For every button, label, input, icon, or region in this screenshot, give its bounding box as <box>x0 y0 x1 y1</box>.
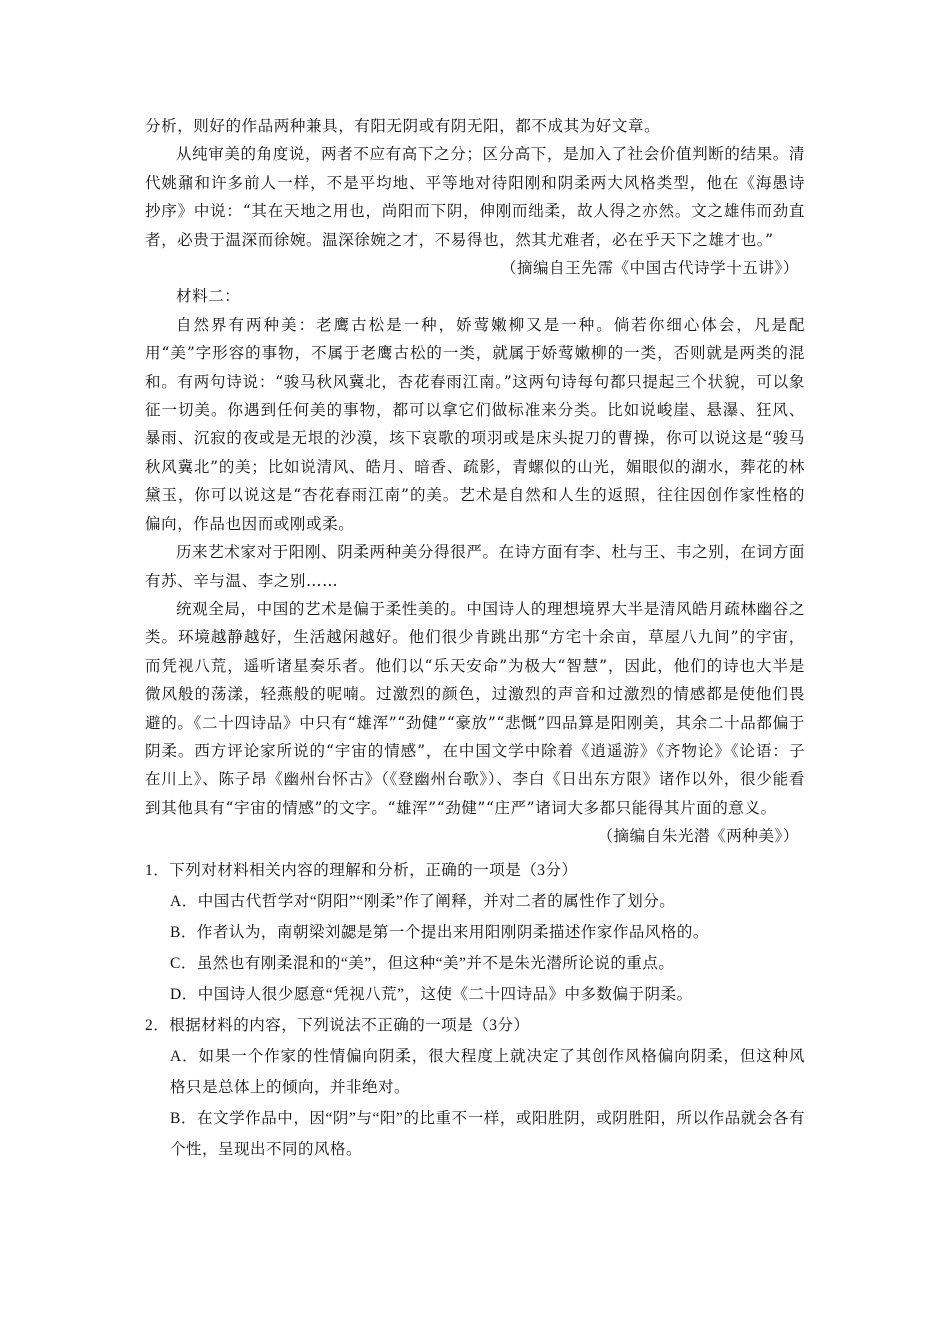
option-text: 中国古代哲学对“阴阳”“刚柔”作了阐释，并对二者的属性作了划分。 <box>197 892 676 910</box>
option-b <box>145 917 805 948</box>
option-letter: B． <box>170 923 197 941</box>
option-letter: A． <box>170 892 198 910</box>
material-one-tail-paragraph: 分析，则好的作品两种兼具，有阳无阴或有阴无阳，都不成其为好文章。 <box>145 117 661 135</box>
question-text: 根据材料的内容，下列说法不正确的一项是（3分） <box>169 1016 530 1034</box>
material-two-paragraph-3: 统观全局，中国的艺术是偏于柔性美的。中国诗人的理想境界大半是清风皓月疏林幽谷之类。环境越静越好，生活越闲越好。他们很少肯跳出那“方宅十余亩，草屋八九间”的宇宙，而凭视八荒，遥听诸星奏乐者。他们以“乐天安命”为极大“智慧”，因此，他们的诗也大半是微风般的荡漾，轻燕般的呢喃。过激烈的颜色，过激烈的声音和过激烈的情感都是使他们畏避的。《二十四诗品》中只有“雄浑”“劲健”“豪放”“悲慨”四品算是阳刚美，其余二十品都偏于阴柔。西方评论家所说的“宇宙的情感”，在中国文学中除着《逍遥游》《齐物论》《论语：子在川上》、陈子昂《幽州台怀古》（《登幽州台歌》）、李白《日出东方限》诸作以外，很少能看到其他具有“宇宙的情感”的文字。“雄浑”“劲健”“庄严”诸词大多都只能得其片面的意义。 <box>145 599 805 817</box>
question-list <box>145 855 805 1165</box>
question-1 <box>145 855 805 1010</box>
option-text: 中国诗人很少愿意“凭视八荒”，这使《二十四诗品》中多数偏于阴柔。 <box>197 985 693 1003</box>
option-letter: D． <box>170 985 198 1003</box>
material-one-citation: （摘编自王先霈《中国古代诗学十五讲》） <box>500 259 799 278</box>
option-letter: B． <box>170 1109 197 1127</box>
material-two-paragraph-2: 历来艺术家对于阳刚、阴柔两种美分得很严。在诗方面有李、杜与王、韦之别，在词方面有苏、辛与温、李之别…… <box>145 543 805 590</box>
material-two-paragraph-1: 自然界有两种美：老鹰古松是一种，娇莺嫩柳又是一种。倘若你细心体会，凡是配用“美”字形容的事物，不属于老鹰古松的一类，就属于娇莺嫩柳的一类，否则就是两类的混和。有两句诗说：“骏马秋风冀北，杏花春雨江南。”这两句诗每句都只提起三个状貌，可以象征一切美。你遇到任何美的事物，都可以拿它们做标准来分类。比如说峻崖、悬瀑、狂风、暴雨、沉寂的夜或是无垠的沙漠，垓下哀歌的项羽或是床头捉刀的曹操，你可以说这是“骏马秋风冀北”的美；比如说清风、皓月、暗香、疏影，青螺似的山光，媚眼似的湖水，葬花的林黛玉，你可以说这是“杏花春雨江南”的美。艺术是自然和人生的返照，往往因创作家性格的偏向，作品也因而或刚或柔。 <box>145 315 805 533</box>
material-one-paragraph: 从纯审美的角度说，两者不应有高下之分；区分高下，是加入了社会价值判断的结果。清代姚鼐和许多前人一样，不是平均地、平等地对待阳刚和阴柔两大风格类型，他在《海愚诗抄序》中说：“其在天地之用也，尚阳而下阴，伸刚而绌柔，故人得之亦然。文之雄伟而劲直者，必贵于温深而徐婉。温深徐婉之才，不易得也，然其尤难者，必在乎天下之雄才也。” <box>145 145 805 249</box>
option-text: 如果一个作家的性情偏向阴柔，很大程度上就决定了其创作风格偏向阴柔，但这种风格只是总体上的倾向，并非绝对。 <box>170 1047 805 1096</box>
material-two-heading: 材料二： <box>176 287 241 306</box>
option-text: 虽然也有刚柔混和的“美”，但这种“美”并不是朱光潜所论说的重点。 <box>196 954 675 972</box>
material-two-citation: （摘编自朱光潜《两种美》） <box>597 827 799 846</box>
question-stem <box>145 1010 805 1041</box>
option-b <box>145 1103 805 1165</box>
option-a <box>145 1041 805 1103</box>
option-c <box>145 948 805 979</box>
option-letter: C． <box>170 954 197 972</box>
question-2 <box>145 1010 805 1165</box>
option-letter: A． <box>170 1047 199 1065</box>
option-text: 在文学作品中，因“阴”与“阳”的比重不一样，或阳胜阴，或阴胜阳，所以作品就会各有个性，呈现出不同的风格。 <box>170 1109 805 1158</box>
question-stem <box>145 855 805 886</box>
option-a <box>145 886 805 917</box>
question-text: 下列对材料相关内容的理解和分析，正确的一项是（3分） <box>169 861 578 879</box>
option-text: 作者认为，南朝梁刘勰是第一个提出来用阳刚阴柔描述作家作品风格的。 <box>196 923 709 941</box>
option-d <box>145 979 805 1010</box>
question-number: 1． <box>145 861 170 879</box>
question-number: 2． <box>145 1016 170 1034</box>
reading-passage <box>145 112 805 1165</box>
